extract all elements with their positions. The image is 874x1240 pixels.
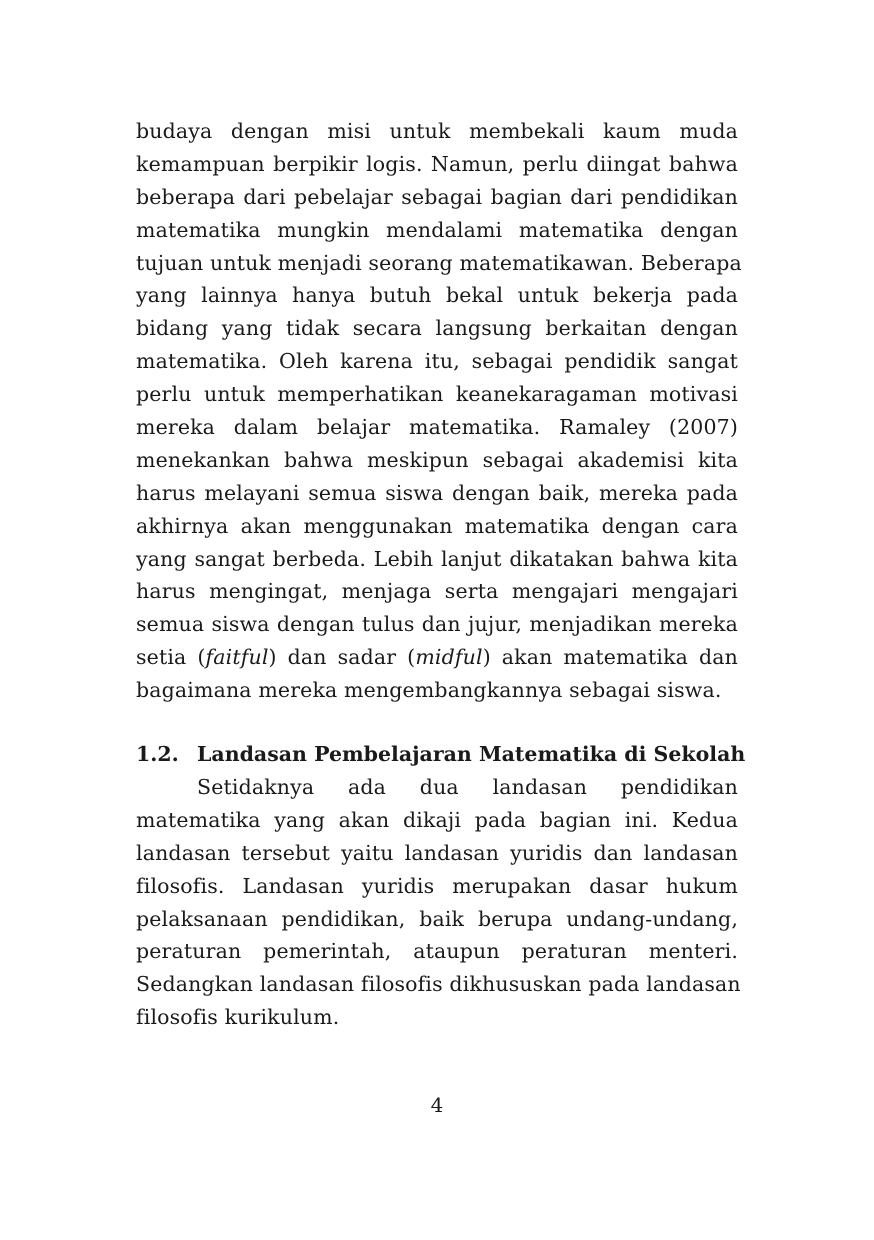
paragraph-line: matematika yang akan dikaji pada bagian ini. Kedua — [136, 807, 738, 832]
section-title: Landasan Pembelajaran Matematika di Sekolah — [197, 742, 746, 766]
paragraph-line: yang lainnya hanya butuh bekal untuk bekerja pada — [136, 283, 738, 308]
paragraph-line: matematika mungkin mendalami matematika dengan — [136, 217, 738, 242]
paragraph-line-with-italics — [136, 641, 738, 674]
section-heading — [136, 738, 756, 771]
paragraph-line: tujuan untuk menjadi seorang matematikawan. Beberapa — [136, 250, 742, 275]
italic-term-midful: midful — [415, 645, 483, 670]
paragraph-line: perlu untuk memperhatikan keanekaragaman motivasi — [136, 382, 738, 407]
paragraph-line: landasan tersebut yaitu landasan yuridis dan landasan — [136, 840, 738, 865]
paragraph-line: Sedangkan landasan filosofis dikhususkan pada landasan — [136, 972, 741, 997]
paragraph-line: yang sangat berbeda. Lebih lanjut dikatakan bahwa kita — [136, 546, 738, 571]
paragraph-line-last: bagaimana mereka mengembangkannya sebagai siswa. — [136, 678, 722, 703]
section-number: 1.2. — [136, 742, 179, 766]
text-segment: setia ( — [136, 645, 206, 670]
paragraph-line: peraturan pemerintah, ataupun peraturan menteri. — [136, 939, 738, 964]
paragraph-1 — [136, 115, 742, 707]
paragraph-line: mereka dalam belajar matematika. Ramaley (2007) — [136, 415, 738, 440]
italic-term-faitful: faitful — [205, 645, 269, 670]
text-segment: ) akan matematika dan — [482, 645, 738, 670]
paragraph-line-last: filosofis kurikulum. — [136, 1005, 340, 1030]
page-number: 4 — [430, 1093, 444, 1117]
paragraph-2 — [136, 771, 741, 1034]
paragraph-line-indented: Setidaknya ada dua landasan pendidikan — [197, 775, 738, 799]
paragraph-line: bidang yang tidak secara langsung berkaitan dengan — [136, 316, 738, 341]
paragraph-line: beberapa dari pebelajar sebagai bagian dari pendidikan — [136, 184, 738, 209]
paragraph-line: harus melayani semua siswa dengan baik, mereka pada — [136, 480, 738, 505]
paragraph-line: pelaksanaan pendidikan, baik berupa undang-undang, — [136, 906, 738, 931]
paragraph-line: semua siswa dengan tulus dan jujur, menjadikan mereka — [136, 612, 738, 637]
paragraph-line: kemampuan berpikir logis. Namun, perlu diingat bahwa — [136, 151, 738, 176]
paragraph-line: matematika. Oleh karena itu, sebagai pendidik sangat — [136, 349, 738, 374]
paragraph-line: harus mengingat, menjaga serta mengajari mengajari — [136, 579, 738, 604]
paragraph-line: filosofis. Landasan yuridis merupakan dasar hukum — [136, 873, 738, 898]
text-segment: ) dan sadar ( — [268, 645, 416, 670]
paragraph-line: akhirnya akan menggunakan matematika dengan cara — [136, 513, 738, 538]
paragraph-line: menekankan bahwa meskipun sebagai akademisi kita — [136, 447, 738, 472]
paragraph-line: budaya dengan misi untuk membekali kaum muda — [136, 119, 738, 143]
